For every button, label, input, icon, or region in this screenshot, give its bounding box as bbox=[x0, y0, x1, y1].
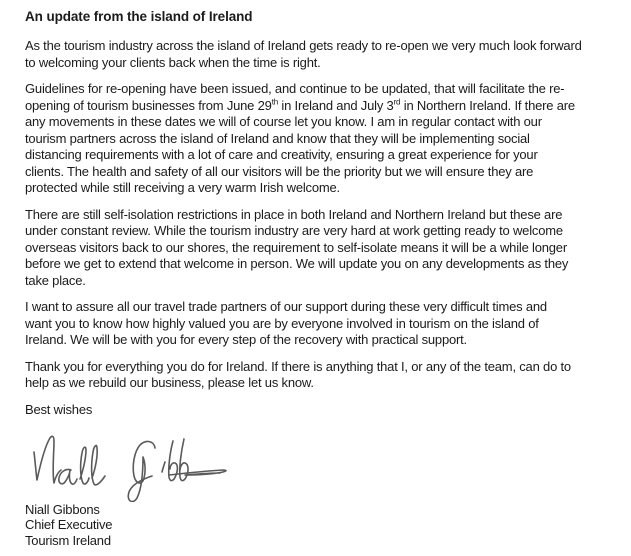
letter-line: want you to know how highly valued you are by everyone involved in tourism on the island of bbox=[25, 315, 539, 331]
letter-line: to welcoming your clients back when the time is right. bbox=[25, 54, 321, 70]
letter-line: I want to assure all our travel trade partners of our support during these very difficult times and bbox=[25, 299, 547, 314]
letter-line: There are still self-isolation restrictions in place in both Ireland and Northern Ireland but these are bbox=[25, 206, 563, 222]
letter-line: take place. bbox=[25, 272, 86, 288]
signer-block bbox=[25, 502, 619, 548]
letter-paragraph bbox=[25, 38, 619, 71]
letter-line: help as we rebuild our business, please let us know. bbox=[25, 375, 314, 390]
letter-line: overseas visitors back to our shores, the requirement to self-isolate means it will be a while longer bbox=[25, 239, 567, 255]
letter-line: tourism partners across the island of Ireland and know that they will be implementing social bbox=[25, 130, 530, 146]
letter-line: Guidelines for re-opening have been issued, and continue to be updated, that will facilitate the re- bbox=[25, 81, 565, 96]
signer-job-title: Chief Executive bbox=[25, 517, 113, 533]
letter-line: Thank you for everything you do for Ireland. If there is anything that I, or any of the team, can do to bbox=[25, 358, 571, 374]
letter-line: opening of tourism businesses from June 29th in Ireland and July 3rd in Northern Ireland. If there are bbox=[25, 97, 575, 113]
signer-organization: Tourism Ireland bbox=[25, 532, 111, 548]
letter-line: protected while still receiving a very warm Irish welcome. bbox=[25, 180, 340, 195]
letter-paragraph bbox=[25, 81, 619, 197]
letter-line: Ireland. We will be with you for every step of the recovery with practical support. bbox=[25, 332, 467, 347]
letter-line: any movements in these dates we will of course let you know. I am in regular contact with our bbox=[25, 114, 542, 129]
letter-line: As the tourism industry across the island of Ireland gets ready to re-open we very much look forward bbox=[25, 38, 582, 53]
letter-body bbox=[25, 38, 619, 392]
letter-paragraph bbox=[25, 207, 619, 290]
letter-line: under constant review. While the tourism industry are very hard at work getting ready to welcome bbox=[25, 223, 563, 238]
letter-line: clients. The health and safety of all our visitors will be the priority but we will ensure they are bbox=[25, 163, 534, 179]
letter-line: before we get to extend that welcome in person. We will update you on any developments as they bbox=[25, 256, 569, 271]
letter-paragraph bbox=[25, 359, 619, 392]
signer-name: Niall Gibbons bbox=[25, 502, 100, 517]
signature-strokes bbox=[34, 436, 226, 501]
letter-closing: Best wishes bbox=[25, 401, 93, 417]
letter-line: distancing requirements with a lot of care and creativity, ensuring a great experience for your bbox=[25, 147, 538, 162]
letter-title: An update from the island of Ireland bbox=[25, 9, 253, 24]
signature-block bbox=[27, 430, 619, 502]
handwritten-signature-icon bbox=[27, 430, 237, 502]
letter-paragraph bbox=[25, 299, 619, 349]
